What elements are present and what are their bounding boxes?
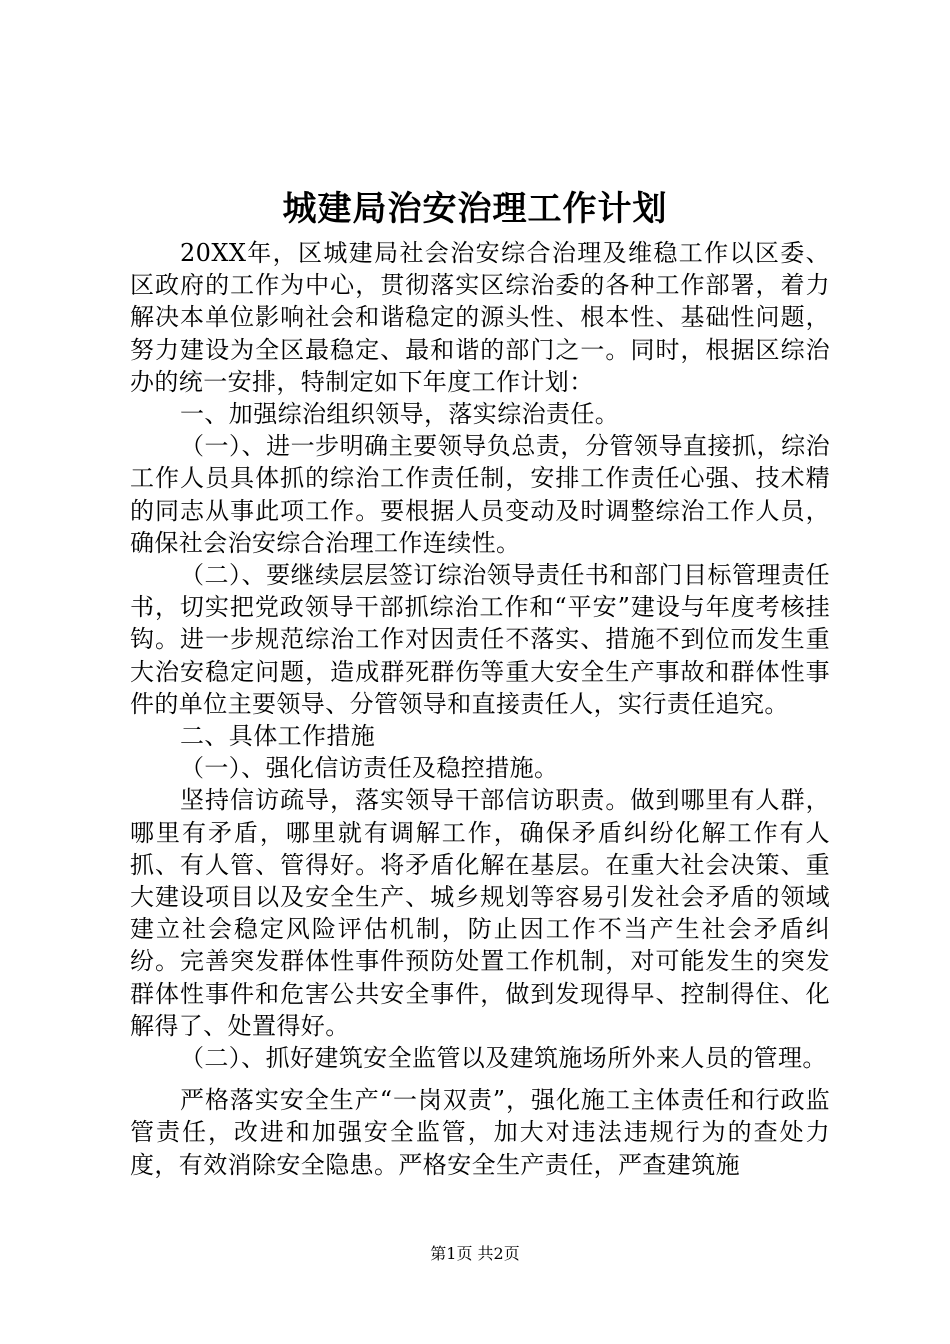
- paragraph-2-2: 严格落实安全生产“一岗双责”，强化施工主体责任和行政监管责任，改进和加强安全监管，加大对违法违规行为的查处力度，有效消除安全隐患。严格安全生产责任，严查建筑施: [130, 1086, 830, 1179]
- intro-paragraph: 20XX年，区城建局社会治安综合治理及维稳工作以区委、区政府的工作为中心，贯彻落实区综治委的各种工作部署，着力解决本单位影响社会和谐稳定的源头性、根本性、基础性问题，努力建设为全区最稳定、最和谐的部门之一。同时，根据区综治办的统一安排，特制定如下年度工作计划：: [130, 239, 830, 396]
- page-number: 第1页 共2页: [430, 1244, 520, 1263]
- paragraph-1-1: （一）、进一步明确主要领导负总责，分管领导直接抓，综治工作人员具体抓的综治工作责任制，安排工作责任心强、技术精的同志从事此项工作。要根据人员变动及时调整综治工作人员，确保社会治安综合治理工作连续性。: [130, 432, 830, 557]
- paragraph-1-2: （二）、要继续层层签订综治领导责任书和部门目标管理责任书，切实把党政领导干部抓综治工作和“平安”建设与年度考核挂钩。进一步规范综治工作对因责任不落实、措施不到位而发生重大治安稳定问题，造成群死群伤等重大安全生产事故和群体性事件的单位主要领导、分管领导和直接责任人，实行责任追究。: [130, 561, 830, 718]
- document-body: [130, 237, 830, 1181]
- paragraph-2-1: 坚持信访疏导，落实领导干部信访职责。做到哪里有人群，哪里有矛盾，哪里就有调解工作，确保矛盾纠纷化解工作有人抓、有人管、管得好。将矛盾化解在基层。在重大社会决策、重大建设项目以及安全生产、城乡规划等容易引发社会矛盾的领域建立社会稳定风险评估机制，防止因工作不当产生社会矛盾纠纷。完善突发群体性事件预防处置工作机制，对可能发生的突发群体性事件和危害公共安全事件，做到发现得早、控制得住、化解得了、处置得好。: [130, 786, 830, 1040]
- section-heading-2: 二、具体工作措施: [180, 722, 376, 751]
- document-title: 城建局治安治理工作计划: [282, 189, 668, 229]
- subheading-2-1: （一）、强化信访责任及稳控措施。: [180, 754, 559, 783]
- subheading-2-2: （二）、抓好建筑安全监管以及建筑施场所外来人员的管理。: [180, 1044, 827, 1073]
- section-heading-1: 一、加强综治组织领导，落实综治责任。: [180, 400, 620, 429]
